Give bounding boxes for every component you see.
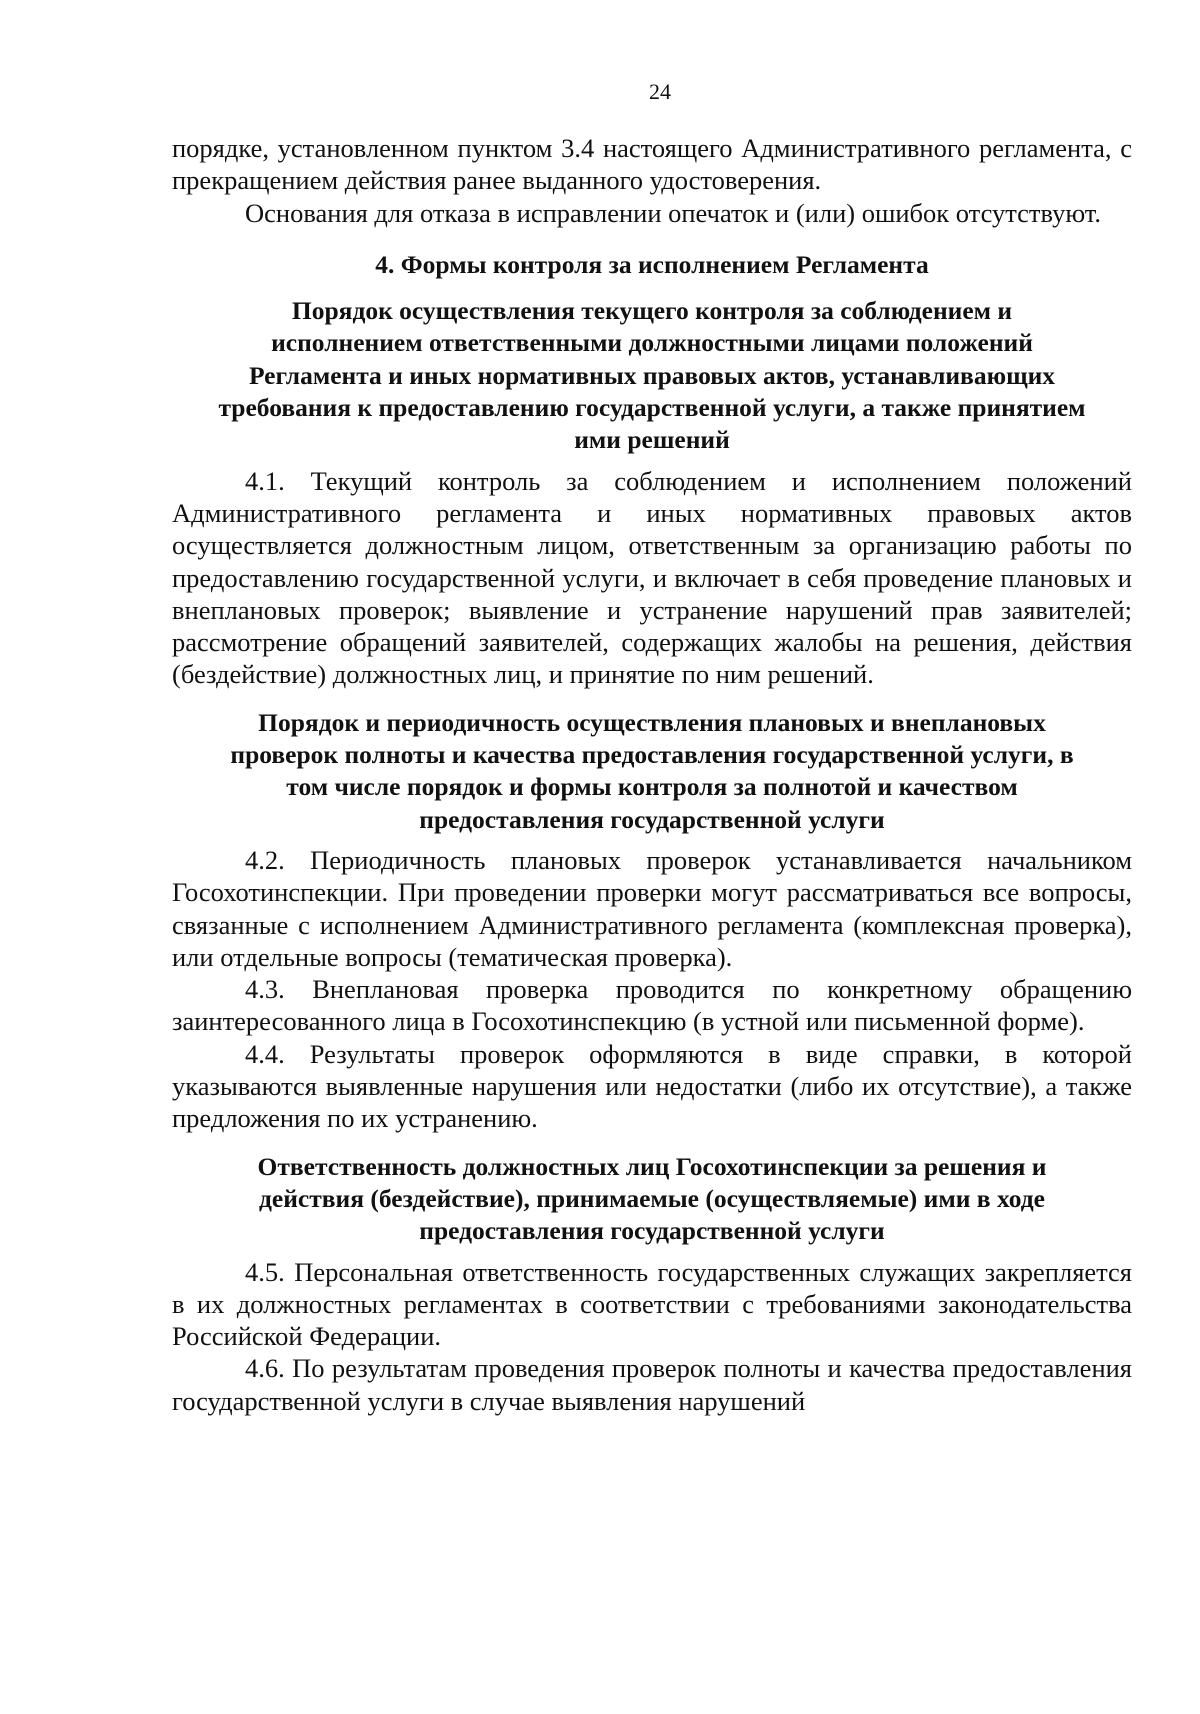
subheading-line: том числе порядок и формы контроля за полнотой и качеством (286, 772, 1018, 802)
paragraph-no-grounds: Основания для отказа в исправлении опечаток и (или) ошибок отсутствуют. (245, 197, 1102, 228)
paragraph-4-5: 4.5. Персональная ответственность государственных служащих закрепляется в их должностных регламентах в соответствии с требованиями законодательства Российской Федерации. (172, 1256, 1132, 1352)
paragraph-4-4: 4.4. Результаты проверок оформляются в виде справки, в которой указываются выявленные нарушения или недостатки (либо их отсутствие), а также предложения по их устранению. (172, 1038, 1132, 1134)
document-body (172, 132, 1132, 1417)
subheading-line: ими решений (574, 425, 730, 455)
subheading-line: требования к предоставлению государственной услуги, а также принятием (218, 393, 1086, 423)
subheading-line: действия (бездействие), принимаемые (осуществляемые) ими в ходе (259, 1183, 1045, 1213)
subheading-responsibility (172, 1151, 1132, 1248)
subheading-line: Порядок и периодичность осуществления плановых и внеплановых (258, 707, 1046, 737)
subheading-inspections (172, 707, 1132, 836)
paragraph-4-1: 4.1. Текущий контроль за соблюдением и исполнением положений Административного регламента и иных нормативных правовых актов осуществляется должностным лицом, ответственным за организацию работы по предоставлению государственной услуги, и включает в себя проведение плановых и внеплановых проверок; выявление и устранение нарушений прав заявителей; рассмотрение обращений заявителей, содержащих жалобы на решения, действия (бездействие) должностных лиц, и принятие по ним решений. (172, 465, 1132, 690)
subheading-line: Ответственность должностных лиц Госохотинспекции за решения и (257, 1151, 1047, 1181)
paragraph-continuation: порядке, установленном пунктом 3.4 настоящего Административного регламента, с прекращением действия ранее выданного удостоверения. (172, 133, 1132, 196)
subheading-line: Регламента и иных нормативных правовых актов, устанавливающих (248, 360, 1056, 390)
paragraph-4-3: 4.3. Внеплановая проверка проводится по конкретному обращению заинтересованного лица в Госохотинспекцию (в устной или письменной форме). (172, 974, 1132, 1037)
section-title: 4. Формы контроля за исполнением Регламента (375, 249, 929, 279)
page-number: 24 (649, 79, 671, 104)
subheading-line: предоставления государственной услуги (419, 804, 885, 834)
paragraph-4-6: 4.6. По результатам проведения проверок полноты и качества предоставления государственной услуги в случае выявления нарушений (172, 1353, 1132, 1416)
subheading-current-control (172, 295, 1132, 456)
paragraph-4-2: 4.2. Периодичность плановых проверок устанавливается начальником Госохотинспекции. При проведении проверки могут рассматриваться все вопросы, связанные с исполнением Административного регламента (комплексная проверка), или отдельные вопросы (тематическая проверка). (172, 844, 1132, 972)
subheading-line: Порядок осуществления текущего контроля за соблюдением и (291, 296, 1013, 326)
subheading-line: исполнением ответственными должностными лицами положений (271, 328, 1033, 358)
subheading-line: проверок полноты и качества предоставления государственной услуги, в (230, 740, 1074, 770)
subheading-line: предоставления государственной услуги (419, 1216, 885, 1246)
